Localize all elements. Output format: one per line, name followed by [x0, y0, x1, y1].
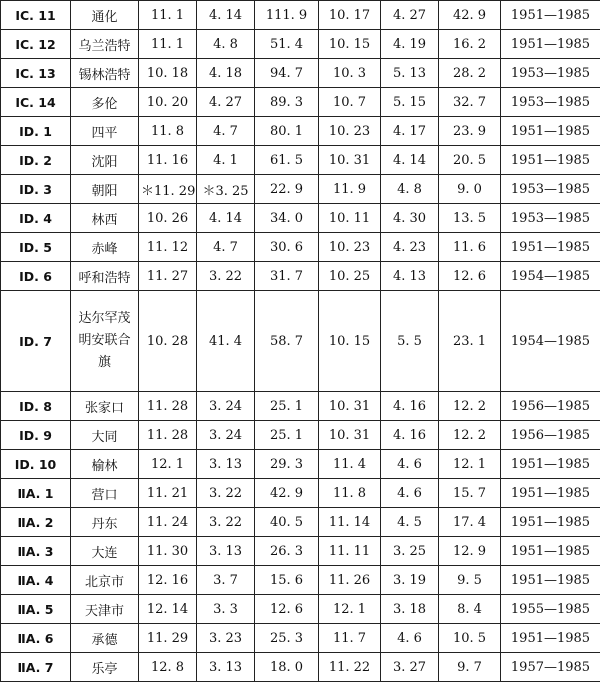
station-name-cell: 四平: [71, 117, 139, 146]
record-period-cell: 1951—1985: [501, 146, 600, 175]
table-row: [1, 508, 600, 537]
value-cell-1: 11. 28: [139, 392, 197, 421]
value-cell-4: 10. 31: [319, 146, 381, 175]
value-cell-4: 10. 7: [319, 88, 381, 117]
value-cell-2: 3. 22: [197, 508, 255, 537]
value-cell-6: 8. 4: [439, 595, 501, 624]
record-period-cell: 1953—1985: [501, 59, 600, 88]
value-cell-5: 4. 5: [381, 508, 439, 537]
value-cell-2: 3. 13: [197, 450, 255, 479]
table-row: [1, 392, 600, 421]
table-row: [1, 204, 600, 233]
value-cell-1: 11. 21: [139, 479, 197, 508]
value-cell-6: 9. 5: [439, 566, 501, 595]
value-cell-6: 11. 6: [439, 233, 501, 262]
value-cell-6: 9. 7: [439, 653, 501, 682]
value-cell-4: 10. 17: [319, 1, 381, 30]
value-cell-3: 15. 6: [255, 566, 319, 595]
record-period-cell: 1956—1985: [501, 392, 600, 421]
value-cell-5: 4. 16: [381, 421, 439, 450]
station-code-cell: IC. 11: [1, 1, 71, 30]
value-cell-3: 18. 0: [255, 653, 319, 682]
record-period-cell: 1951—1985: [501, 566, 600, 595]
station-name-cell: 朝阳: [71, 175, 139, 204]
record-period-cell: 1951—1985: [501, 624, 600, 653]
station-name-cell: 林西: [71, 204, 139, 233]
value-cell-2: 4. 7: [197, 117, 255, 146]
station-name-cell: 乐亭: [71, 653, 139, 682]
record-period-cell: 1955—1985: [501, 595, 600, 624]
value-cell-3: 61. 5: [255, 146, 319, 175]
value-cell-1: 11. 16: [139, 146, 197, 175]
record-period-cell: 1951—1985: [501, 537, 600, 566]
value-cell-4: 10. 31: [319, 392, 381, 421]
station-name-cell: 榆林: [71, 450, 139, 479]
value-cell-2: 3. 13: [197, 653, 255, 682]
record-period-cell: 1951—1985: [501, 117, 600, 146]
table-body: [1, 1, 600, 682]
station-code-cell: IC. 14: [1, 88, 71, 117]
value-cell-3: 25. 3: [255, 624, 319, 653]
value-cell-6: 12. 1: [439, 450, 501, 479]
value-cell-5: 5. 5: [381, 291, 439, 392]
station-name-cell: 乌兰浩特: [71, 30, 139, 59]
value-cell-1: 10. 26: [139, 204, 197, 233]
value-cell-3: 29. 3: [255, 450, 319, 479]
value-cell-6: 20. 5: [439, 146, 501, 175]
value-cell-2: 41. 4: [197, 291, 255, 392]
value-cell-1: 11. 1: [139, 30, 197, 59]
value-cell-2: 3. 24: [197, 392, 255, 421]
value-cell-5: 4. 16: [381, 392, 439, 421]
station-name-cell: 北京市: [71, 566, 139, 595]
station-name-cell: 达尔罕茂明安联合旗: [71, 291, 139, 392]
station-name-cell: 锡林浩特: [71, 59, 139, 88]
value-cell-4: 11. 4: [319, 450, 381, 479]
record-period-cell: 1957—1985: [501, 653, 600, 682]
value-cell-3: 94. 7: [255, 59, 319, 88]
value-cell-6: 15. 7: [439, 479, 501, 508]
value-cell-2: 4. 8: [197, 30, 255, 59]
value-cell-4: 10. 23: [319, 233, 381, 262]
value-cell-4: 11. 8: [319, 479, 381, 508]
record-period-cell: 1951—1985: [501, 508, 600, 537]
value-cell-1: 11. 28: [139, 421, 197, 450]
value-cell-1: 11. 29: [139, 624, 197, 653]
station-code-cell: ID. 7: [1, 291, 71, 392]
value-cell-3: 30. 6: [255, 233, 319, 262]
value-cell-2: 3. 24: [197, 421, 255, 450]
table-row: [1, 117, 600, 146]
value-cell-4: 10. 31: [319, 421, 381, 450]
station-code-cell: ID. 8: [1, 392, 71, 421]
value-cell-4: 10. 15: [319, 291, 381, 392]
record-period-cell: 1951—1985: [501, 30, 600, 59]
value-cell-5: 4. 13: [381, 262, 439, 291]
value-cell-4: 10. 3: [319, 59, 381, 88]
value-cell-1: 11. 8: [139, 117, 197, 146]
value-cell-5: 4. 14: [381, 146, 439, 175]
record-period-cell: 1954—1985: [501, 291, 600, 392]
table-row: [1, 479, 600, 508]
table-row: [1, 624, 600, 653]
station-code-cell: IC. 13: [1, 59, 71, 88]
value-cell-2: 3. 23: [197, 624, 255, 653]
record-period-cell: 1956—1985: [501, 421, 600, 450]
table-row: [1, 175, 600, 204]
value-cell-5: 3. 18: [381, 595, 439, 624]
value-cell-1: 12. 1: [139, 450, 197, 479]
value-cell-1: 12. 16: [139, 566, 197, 595]
station-name-cell: 天津市: [71, 595, 139, 624]
station-name-cell: 沈阳: [71, 146, 139, 175]
value-cell-4: 10. 23: [319, 117, 381, 146]
station-name-cell: 承德: [71, 624, 139, 653]
value-cell-4: 12. 1: [319, 595, 381, 624]
station-name-cell: 营口: [71, 479, 139, 508]
value-cell-6: 9. 0: [439, 175, 501, 204]
value-cell-6: 12. 2: [439, 392, 501, 421]
record-period-cell: 1951—1985: [501, 1, 600, 30]
value-cell-2: 3. 22: [197, 262, 255, 291]
record-period-cell: 1954—1985: [501, 262, 600, 291]
value-cell-4: 10. 11: [319, 204, 381, 233]
station-code-cell: ⅡA. 7: [1, 653, 71, 682]
value-cell-1: 11. 24: [139, 508, 197, 537]
record-period-cell: 1951—1985: [501, 450, 600, 479]
station-name-cell: 丹东: [71, 508, 139, 537]
table-row: [1, 59, 600, 88]
station-code-cell: ID. 2: [1, 146, 71, 175]
value-cell-5: 3. 19: [381, 566, 439, 595]
value-cell-2: 3. 13: [197, 537, 255, 566]
value-cell-6: 12. 2: [439, 421, 501, 450]
value-cell-1: 10. 28: [139, 291, 197, 392]
station-code-cell: ⅡA. 1: [1, 479, 71, 508]
value-cell-5: 4. 6: [381, 450, 439, 479]
station-code-cell: ID. 9: [1, 421, 71, 450]
value-cell-6: 12. 6: [439, 262, 501, 291]
value-cell-1: 12. 8: [139, 653, 197, 682]
value-cell-4: 11. 11: [319, 537, 381, 566]
station-name-cell: 大连: [71, 537, 139, 566]
station-name-cell: 呼和浩特: [71, 262, 139, 291]
station-code-cell: ID. 3: [1, 175, 71, 204]
value-cell-2: 3. 3: [197, 595, 255, 624]
value-cell-3: 51. 4: [255, 30, 319, 59]
record-period-cell: 1951—1985: [501, 479, 600, 508]
value-cell-2: 4. 18: [197, 59, 255, 88]
value-cell-1: ＊11. 29: [139, 175, 197, 204]
value-cell-5: 4. 17: [381, 117, 439, 146]
station-code-cell: ID. 10: [1, 450, 71, 479]
value-cell-5: 4. 30: [381, 204, 439, 233]
value-cell-1: 10. 20: [139, 88, 197, 117]
table-row: [1, 566, 600, 595]
value-cell-3: 42. 9: [255, 479, 319, 508]
table-row: [1, 537, 600, 566]
value-cell-5: 5. 15: [381, 88, 439, 117]
value-cell-2: 4. 14: [197, 204, 255, 233]
table-row: [1, 291, 600, 392]
value-cell-1: 10. 18: [139, 59, 197, 88]
station-code-cell: ⅡA. 2: [1, 508, 71, 537]
value-cell-6: 23. 1: [439, 291, 501, 392]
table-row: [1, 595, 600, 624]
value-cell-1: 11. 30: [139, 537, 197, 566]
record-period-cell: 1953—1985: [501, 88, 600, 117]
value-cell-5: 5. 13: [381, 59, 439, 88]
value-cell-3: 25. 1: [255, 421, 319, 450]
value-cell-5: 4. 23: [381, 233, 439, 262]
value-cell-5: 4. 6: [381, 624, 439, 653]
value-cell-6: 42. 9: [439, 1, 501, 30]
value-cell-1: 11. 12: [139, 233, 197, 262]
value-cell-3: 26. 3: [255, 537, 319, 566]
value-cell-5: 4. 19: [381, 30, 439, 59]
station-code-cell: ID. 5: [1, 233, 71, 262]
record-period-cell: 1953—1985: [501, 204, 600, 233]
table-row: [1, 1, 600, 30]
value-cell-2: 4. 7: [197, 233, 255, 262]
value-cell-3: 31. 7: [255, 262, 319, 291]
value-cell-1: 11. 27: [139, 262, 197, 291]
value-cell-5: 4. 27: [381, 1, 439, 30]
value-cell-4: 11. 22: [319, 653, 381, 682]
value-cell-4: 11. 9: [319, 175, 381, 204]
value-cell-6: 32. 7: [439, 88, 501, 117]
table-row: [1, 233, 600, 262]
table-row: [1, 450, 600, 479]
value-cell-3: 12. 6: [255, 595, 319, 624]
value-cell-3: 80. 1: [255, 117, 319, 146]
value-cell-4: 11. 26: [319, 566, 381, 595]
station-name-cell: 张家口: [71, 392, 139, 421]
value-cell-3: 58. 7: [255, 291, 319, 392]
value-cell-2: ＊3. 25: [197, 175, 255, 204]
value-cell-5: 3. 27: [381, 653, 439, 682]
value-cell-4: 11. 7: [319, 624, 381, 653]
value-cell-1: 11. 1: [139, 1, 197, 30]
table-row: [1, 421, 600, 450]
value-cell-3: 111. 9: [255, 1, 319, 30]
value-cell-5: 3. 25: [381, 537, 439, 566]
value-cell-2: 3. 22: [197, 479, 255, 508]
station-code-cell: ⅡA. 6: [1, 624, 71, 653]
value-cell-4: 10. 25: [319, 262, 381, 291]
value-cell-6: 28. 2: [439, 59, 501, 88]
table-row: [1, 146, 600, 175]
value-cell-6: 16. 2: [439, 30, 501, 59]
station-name-cell: 大同: [71, 421, 139, 450]
station-code-cell: IC. 12: [1, 30, 71, 59]
table-row: [1, 262, 600, 291]
table-row: [1, 88, 600, 117]
value-cell-4: 11. 14: [319, 508, 381, 537]
record-period-cell: 1953—1985: [501, 175, 600, 204]
station-code-cell: ID. 4: [1, 204, 71, 233]
value-cell-6: 12. 9: [439, 537, 501, 566]
station-name-cell: 多伦: [71, 88, 139, 117]
value-cell-2: 4. 27: [197, 88, 255, 117]
value-cell-5: 4. 8: [381, 175, 439, 204]
value-cell-3: 40. 5: [255, 508, 319, 537]
value-cell-6: 17. 4: [439, 508, 501, 537]
value-cell-2: 4. 1: [197, 146, 255, 175]
value-cell-3: 22. 9: [255, 175, 319, 204]
value-cell-6: 10. 5: [439, 624, 501, 653]
table-row: [1, 653, 600, 682]
value-cell-3: 34. 0: [255, 204, 319, 233]
station-code-cell: ⅡA. 3: [1, 537, 71, 566]
table-row: [1, 30, 600, 59]
record-period-cell: 1951—1985: [501, 233, 600, 262]
station-code-cell: ⅡA. 4: [1, 566, 71, 595]
value-cell-2: 4. 14: [197, 1, 255, 30]
value-cell-5: 4. 6: [381, 479, 439, 508]
station-code-cell: ID. 6: [1, 262, 71, 291]
station-name-cell: 通化: [71, 1, 139, 30]
value-cell-6: 23. 9: [439, 117, 501, 146]
value-cell-3: 25. 1: [255, 392, 319, 421]
station-code-cell: ID. 1: [1, 117, 71, 146]
station-name-cell: 赤峰: [71, 233, 139, 262]
value-cell-3: 89. 3: [255, 88, 319, 117]
value-cell-6: 13. 5: [439, 204, 501, 233]
value-cell-1: 12. 14: [139, 595, 197, 624]
station-code-cell: ⅡA. 5: [1, 595, 71, 624]
value-cell-2: 3. 7: [197, 566, 255, 595]
value-cell-4: 10. 15: [319, 30, 381, 59]
